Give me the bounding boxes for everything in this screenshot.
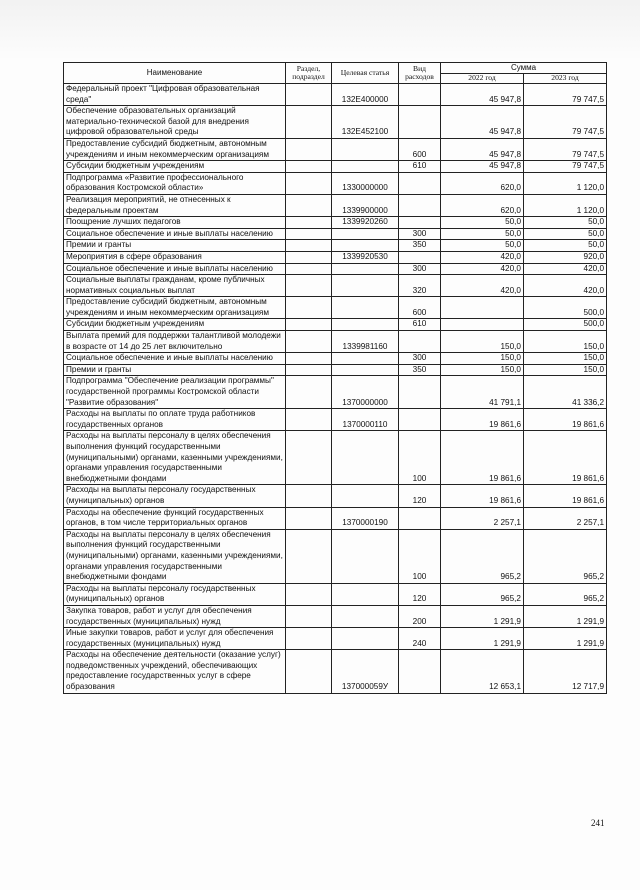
row-section	[286, 84, 332, 106]
table-row	[64, 605, 607, 627]
table-row	[64, 319, 607, 331]
row-target	[332, 228, 399, 240]
row-type: 350	[399, 364, 441, 376]
table-body	[64, 84, 607, 694]
table-row	[64, 628, 607, 650]
row-name: Иные закупки товаров, работ и услуг для обеспечения государственных (муниципальных) нужд	[64, 628, 286, 650]
row-sum-2022: 965,2	[441, 529, 524, 583]
row-sum-2023: 420,0	[524, 263, 607, 275]
row-type: 240	[399, 628, 441, 650]
row-type: 100	[399, 529, 441, 583]
row-target	[332, 529, 399, 583]
row-section	[286, 507, 332, 529]
row-type	[399, 650, 441, 693]
header-name: Наименование	[64, 63, 286, 84]
table-row	[64, 583, 607, 605]
row-name: Расходы на выплаты персоналу в целях обеспечения выполнения функций государственными (муниципальными) органами, казенными учреждениями, органами управления государственными внебюджетными фондами	[64, 529, 286, 583]
row-section	[286, 319, 332, 331]
row-name: Расходы на обеспечение функций государственных органов, в том числе территориальных органов	[64, 507, 286, 529]
header-section: Раздел, подраздел	[286, 63, 332, 84]
row-target	[332, 353, 399, 365]
row-name: Социальное обеспечение и иные выплаты населению	[64, 353, 286, 365]
row-sum-2022: 12 653,1	[441, 650, 524, 693]
row-type: 300	[399, 228, 441, 240]
row-sum-2022	[441, 297, 524, 319]
row-name: Расходы на обеспечение деятельности (оказание услуг) подведомственных учреждений, обеспечивающих предоставление государственных услуг в сфере образования	[64, 650, 286, 693]
row-sum-2023: 1 120,0	[524, 172, 607, 194]
row-target	[332, 485, 399, 507]
row-sum-2022: 150,0	[441, 353, 524, 365]
table-row	[64, 84, 607, 106]
row-target: 1339981160	[332, 331, 399, 353]
row-section	[286, 364, 332, 376]
row-sum-2023: 1 291,9	[524, 628, 607, 650]
row-type: 610	[399, 161, 441, 173]
row-name: Федеральный проект "Цифровая образовательная среда"	[64, 84, 286, 106]
table-row	[64, 353, 607, 365]
table-row	[64, 409, 607, 431]
row-section	[286, 275, 332, 297]
row-section	[286, 106, 332, 139]
row-section	[286, 605, 332, 627]
row-section	[286, 251, 332, 263]
row-sum-2023: 50,0	[524, 217, 607, 229]
row-sum-2022	[441, 319, 524, 331]
row-sum-2023: 1 291,9	[524, 605, 607, 627]
row-sum-2022: 965,2	[441, 583, 524, 605]
row-sum-2022: 19 861,6	[441, 409, 524, 431]
row-type	[399, 251, 441, 263]
row-sum-2022: 50,0	[441, 240, 524, 252]
row-type	[399, 376, 441, 409]
row-name: Социальные выплаты гражданам, кроме публичных нормативных социальных выплат	[64, 275, 286, 297]
row-name: Реализация мероприятий, не отнесенных к федеральным проектам	[64, 194, 286, 216]
row-sum-2023: 1 120,0	[524, 194, 607, 216]
table-row	[64, 485, 607, 507]
row-name: Поощрение лучших педагогов	[64, 217, 286, 229]
row-section	[286, 161, 332, 173]
table-row	[64, 650, 607, 693]
row-target	[332, 431, 399, 485]
table-row	[64, 217, 607, 229]
row-sum-2023: 150,0	[524, 364, 607, 376]
row-target: 1339920530	[332, 251, 399, 263]
row-name: Предоставление субсидий бюджетным, автономным учреждениям и иным некоммерческим организациям	[64, 297, 286, 319]
row-sum-2023: 150,0	[524, 353, 607, 365]
row-sum-2022: 50,0	[441, 228, 524, 240]
row-type: 300	[399, 263, 441, 275]
row-type: 610	[399, 319, 441, 331]
row-sum-2022: 19 861,6	[441, 485, 524, 507]
row-name: Премии и гранты	[64, 364, 286, 376]
header-sum: Сумма	[441, 63, 607, 74]
row-type: 120	[399, 485, 441, 507]
row-sum-2022: 620,0	[441, 194, 524, 216]
row-name: Расходы на выплаты по оплате труда работников государственных органов	[64, 409, 286, 431]
row-type: 600	[399, 297, 441, 319]
row-target: 1330000000	[332, 172, 399, 194]
row-name: Предоставление субсидий бюджетным, автономным учреждениям и иным некоммерческим организациям	[64, 138, 286, 160]
row-target	[332, 628, 399, 650]
table-row	[64, 251, 607, 263]
row-sum-2022: 420,0	[441, 275, 524, 297]
row-target	[332, 364, 399, 376]
row-type	[399, 507, 441, 529]
row-target	[332, 161, 399, 173]
budget-table	[63, 62, 607, 694]
table-row	[64, 507, 607, 529]
row-type	[399, 172, 441, 194]
row-section	[286, 263, 332, 275]
row-sum-2023: 420,0	[524, 275, 607, 297]
table-row	[64, 431, 607, 485]
row-section	[286, 431, 332, 485]
row-section	[286, 172, 332, 194]
row-type: 600	[399, 138, 441, 160]
row-sum-2022: 2 257,1	[441, 507, 524, 529]
row-type: 200	[399, 605, 441, 627]
row-sum-2022: 45 947,8	[441, 161, 524, 173]
row-name: Субсидии бюджетным учреждениям	[64, 161, 286, 173]
row-section	[286, 583, 332, 605]
row-section	[286, 240, 332, 252]
row-sum-2022: 1 291,9	[441, 605, 524, 627]
table-row	[64, 263, 607, 275]
row-sum-2023: 2 257,1	[524, 507, 607, 529]
row-type: 100	[399, 431, 441, 485]
table-row	[64, 376, 607, 409]
row-name: Социальное обеспечение и иные выплаты населению	[64, 228, 286, 240]
row-section	[286, 217, 332, 229]
header-target: Целевая статья	[332, 63, 399, 84]
row-sum-2022: 19 861,6	[441, 431, 524, 485]
scan-shading	[0, 0, 640, 60]
row-section	[286, 353, 332, 365]
header-row	[64, 63, 607, 74]
table-row	[64, 172, 607, 194]
row-sum-2023: 19 861,6	[524, 485, 607, 507]
row-type	[399, 194, 441, 216]
page-number: 241	[591, 818, 605, 828]
table-row	[64, 364, 607, 376]
row-sum-2022: 1 291,9	[441, 628, 524, 650]
row-name: Закупка товаров, работ и услуг для обеспечения государственных (муниципальных) нужд	[64, 605, 286, 627]
row-type	[399, 84, 441, 106]
row-name: Подпрограмма "Обеспечение реализации программы" государственной программы Костромской области "Развитие образования"	[64, 376, 286, 409]
table-row	[64, 138, 607, 160]
row-section	[286, 331, 332, 353]
row-sum-2023: 12 717,9	[524, 650, 607, 693]
row-sum-2022: 50,0	[441, 217, 524, 229]
row-name: Подпрограмма «Развитие профессионального образования Костромской области»	[64, 172, 286, 194]
row-section	[286, 485, 332, 507]
header-year-2022: 2022 год	[441, 73, 524, 84]
table-row	[64, 331, 607, 353]
row-sum-2023: 500,0	[524, 319, 607, 331]
row-sum-2023: 150,0	[524, 331, 607, 353]
row-target	[332, 583, 399, 605]
row-sum-2022: 41 791,1	[441, 376, 524, 409]
row-name: Расходы на выплаты персоналу государственных (муниципальных) органов	[64, 583, 286, 605]
row-target: 1370000110	[332, 409, 399, 431]
row-section	[286, 297, 332, 319]
row-target: 1370000000	[332, 376, 399, 409]
row-type	[399, 331, 441, 353]
row-name: Премии и гранты	[64, 240, 286, 252]
row-target	[332, 319, 399, 331]
row-section	[286, 138, 332, 160]
row-sum-2023: 41 336,2	[524, 376, 607, 409]
row-section	[286, 529, 332, 583]
row-sum-2023: 79 747,5	[524, 84, 607, 106]
row-section	[286, 650, 332, 693]
row-sum-2022: 420,0	[441, 251, 524, 263]
row-type	[399, 106, 441, 139]
row-name: Мероприятия в сфере образования	[64, 251, 286, 263]
row-sum-2023: 965,2	[524, 529, 607, 583]
row-sum-2022: 150,0	[441, 364, 524, 376]
row-sum-2022: 150,0	[441, 331, 524, 353]
row-type: 120	[399, 583, 441, 605]
row-name: Расходы на выплаты персоналу в целях обеспечения выполнения функций государственными (муниципальными) органами, казенными учреждениями, органами управления государственными внебюджетными фондами	[64, 431, 286, 485]
row-sum-2023: 50,0	[524, 240, 607, 252]
row-sum-2022: 420,0	[441, 263, 524, 275]
row-name: Расходы на выплаты персоналу государственных (муниципальных) органов	[64, 485, 286, 507]
row-target	[332, 263, 399, 275]
row-type: 350	[399, 240, 441, 252]
table-row	[64, 106, 607, 139]
row-sum-2023: 920,0	[524, 251, 607, 263]
row-target	[332, 297, 399, 319]
row-name: Выплата премий для поддержки талантливой молодежи в возрасте от 14 до 25 лет включительно	[64, 331, 286, 353]
row-target: 1370000190	[332, 507, 399, 529]
row-section	[286, 228, 332, 240]
row-target	[332, 240, 399, 252]
header-type: Вид расходов	[399, 63, 441, 84]
table-row	[64, 529, 607, 583]
table-row	[64, 240, 607, 252]
row-sum-2023: 79 747,5	[524, 161, 607, 173]
row-type	[399, 409, 441, 431]
row-target: 132Е452100	[332, 106, 399, 139]
row-target	[332, 275, 399, 297]
row-section	[286, 194, 332, 216]
row-sum-2022: 45 947,8	[441, 84, 524, 106]
row-sum-2023: 19 861,6	[524, 409, 607, 431]
row-sum-2023: 500,0	[524, 297, 607, 319]
row-target	[332, 605, 399, 627]
row-target: 132Е400000	[332, 84, 399, 106]
row-type	[399, 217, 441, 229]
table-row	[64, 228, 607, 240]
row-sum-2023: 965,2	[524, 583, 607, 605]
row-section	[286, 376, 332, 409]
row-sum-2022: 45 947,8	[441, 138, 524, 160]
row-section	[286, 409, 332, 431]
row-sum-2023: 50,0	[524, 228, 607, 240]
row-sum-2023: 19 861,6	[524, 431, 607, 485]
row-target	[332, 138, 399, 160]
table-row	[64, 161, 607, 173]
row-type: 320	[399, 275, 441, 297]
header-year-2023: 2023 год	[524, 73, 607, 84]
row-name: Обеспечение образовательных организаций материально-технической базой для внедрения цифровой образовательной среды	[64, 106, 286, 139]
row-sum-2023: 79 747,5	[524, 106, 607, 139]
row-target: 1339900000	[332, 194, 399, 216]
row-sum-2023: 79 747,5	[524, 138, 607, 160]
row-name: Субсидии бюджетным учреждениям	[64, 319, 286, 331]
row-section	[286, 628, 332, 650]
table-row	[64, 297, 607, 319]
row-target: 1339920260	[332, 217, 399, 229]
table-row	[64, 275, 607, 297]
table-row	[64, 194, 607, 216]
row-target: 137000059У	[332, 650, 399, 693]
row-name: Социальное обеспечение и иные выплаты населению	[64, 263, 286, 275]
row-sum-2022: 620,0	[441, 172, 524, 194]
row-sum-2022: 45 947,8	[441, 106, 524, 139]
row-type: 300	[399, 353, 441, 365]
